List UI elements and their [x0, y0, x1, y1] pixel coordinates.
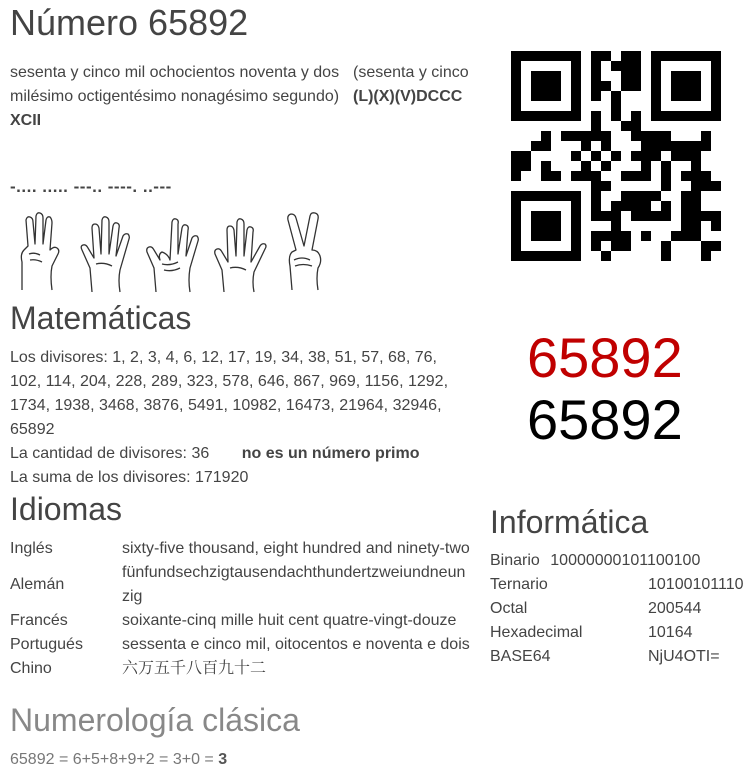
qr-module [611, 201, 621, 211]
language-name: Francés [10, 612, 68, 629]
language-name: Chino [10, 660, 52, 677]
qr-module [511, 71, 521, 81]
qr-module [651, 101, 661, 111]
language-text: soixante-cinq mille huit cent quatre-vingt-douze [122, 612, 457, 629]
roman-block [353, 61, 483, 109]
qr-module [511, 111, 521, 121]
qr-module [531, 141, 541, 151]
page-title: Número 65892 [10, 2, 249, 43]
qr-module [631, 151, 641, 161]
qr-module [571, 71, 581, 81]
qr-module [691, 231, 701, 241]
qr-module [571, 131, 581, 141]
qr-module [541, 171, 551, 181]
qr-module [591, 131, 601, 141]
morse-code: -.... ..... ---.. ----. ..--- [10, 177, 172, 196]
qr-module [631, 81, 641, 91]
qr-module [691, 71, 701, 81]
qr-module [541, 71, 551, 81]
qr-module [661, 201, 671, 211]
qr-module [551, 91, 561, 101]
qr-module [631, 131, 641, 141]
qr-module [681, 81, 691, 91]
qr-module [511, 211, 521, 221]
qr-module [671, 111, 681, 121]
base-value: 10164 [648, 624, 693, 641]
qr-module [571, 171, 581, 181]
qr-module [571, 201, 581, 211]
roman-line2: XCII [10, 112, 42, 129]
qr-module [701, 181, 711, 191]
math-heading: Matemáticas [10, 300, 192, 336]
qr-module [591, 181, 601, 191]
qr-module [711, 101, 721, 111]
qr-module [521, 151, 531, 161]
qr-module [541, 51, 551, 61]
qr-module [601, 81, 611, 91]
qr-module [621, 81, 631, 91]
qr-module [611, 101, 621, 111]
qr-module [511, 201, 521, 211]
qr-module [711, 241, 721, 251]
qr-module [711, 91, 721, 101]
qr-module [691, 141, 701, 151]
qr-module [701, 131, 711, 141]
qr-module [571, 111, 581, 121]
qr-module [521, 191, 531, 201]
qr-module [671, 71, 681, 81]
base-row [490, 645, 744, 669]
qr-module [651, 61, 661, 71]
qr-module [641, 171, 651, 181]
qr-module [661, 251, 671, 261]
languages-table [10, 537, 482, 681]
qr-module [691, 171, 701, 181]
qr-module [551, 221, 561, 231]
qr-module [701, 141, 711, 151]
hand-eight-icon [144, 214, 202, 294]
qr-module [591, 81, 601, 91]
qr-module [691, 111, 701, 121]
qr-code [511, 51, 721, 261]
qr-module [521, 111, 531, 121]
qr-module [661, 51, 671, 61]
spelling-words [10, 61, 355, 133]
base-row [490, 597, 744, 621]
qr-module [561, 251, 571, 261]
qr-module [681, 191, 691, 201]
divisors-line: 102, 114, 204, 228, 289, 323, 578, 646, 867, 969, 1156, 1292, [10, 373, 449, 390]
qr-module [571, 151, 581, 161]
qr-module [691, 91, 701, 101]
qr-module [661, 211, 671, 221]
qr-module [621, 61, 631, 71]
base-label: BASE64 [490, 648, 551, 665]
language-text: 六万五千八百九十二 [122, 660, 267, 677]
qr-module [711, 181, 721, 191]
qr-module [571, 51, 581, 61]
qr-module [601, 131, 611, 141]
qr-module [701, 241, 711, 251]
qr-module [671, 141, 681, 151]
qr-module [571, 221, 581, 231]
qr-module [631, 211, 641, 221]
qr-module [611, 221, 621, 231]
qr-module [511, 101, 521, 111]
binary-value: 10000000101100100 [550, 552, 701, 569]
prime-status: no es un número primo [241, 445, 420, 462]
qr-module [571, 91, 581, 101]
qr-module [621, 51, 631, 61]
language-name: Inglés [10, 540, 53, 557]
qr-module [681, 171, 691, 181]
divisors-line: Los divisores: 1, 2, 3, 4, 6, 12, 17, 19, 34, 38, 51, 57, 68, 76, [10, 349, 437, 366]
qr-module [531, 251, 541, 261]
qr-module [671, 81, 681, 91]
qr-module [641, 211, 651, 221]
qr-module [691, 201, 701, 211]
qr-module [541, 211, 551, 221]
qr-module [651, 211, 661, 221]
qr-module [611, 61, 621, 71]
qr-module [591, 241, 601, 251]
qr-module [551, 191, 561, 201]
qr-module [701, 111, 711, 121]
base-value: 200544 [648, 600, 702, 617]
divisor-sum: La suma de los divisores: 171920 [10, 469, 249, 486]
qr-module [651, 51, 661, 61]
numerology-result: 3 [218, 751, 228, 768]
qr-module [711, 211, 721, 221]
qr-module [711, 71, 721, 81]
qr-module [601, 141, 611, 151]
qr-module [611, 91, 621, 101]
base-value: 10100101110 [648, 576, 744, 593]
qr-module [681, 91, 691, 101]
spelling-ordinal: milésimo octigentésimo nonagésimo segundo) [10, 88, 340, 105]
qr-module [561, 51, 571, 61]
qr-module [541, 111, 551, 121]
qr-module [611, 111, 621, 121]
qr-module [591, 231, 601, 241]
qr-module [591, 121, 601, 131]
qr-module [631, 121, 641, 131]
qr-module [681, 221, 691, 231]
qr-module [561, 131, 571, 141]
hand-two-icon [282, 210, 328, 292]
qr-module [541, 141, 551, 151]
qr-module [571, 241, 581, 251]
qr-module [631, 61, 641, 71]
qr-module [621, 191, 631, 201]
qr-module [541, 191, 551, 201]
qr-module [611, 241, 621, 251]
qr-module [711, 61, 721, 71]
qr-module [631, 191, 641, 201]
qr-module [711, 111, 721, 121]
qr-module [651, 71, 661, 81]
language-row [10, 633, 482, 657]
qr-module [621, 231, 631, 241]
qr-module [581, 171, 591, 181]
qr-module [681, 151, 691, 161]
language-name: Portugués [10, 636, 83, 653]
qr-module [691, 51, 701, 61]
qr-module [521, 51, 531, 61]
qr-module [591, 111, 601, 121]
divisor-count-row [10, 442, 490, 466]
qr-module [591, 191, 601, 201]
qr-module [531, 211, 541, 221]
divisors-list [10, 346, 490, 490]
language-row [10, 561, 482, 609]
qr-module [631, 111, 641, 121]
qr-module [521, 251, 531, 261]
qr-module [621, 171, 631, 181]
divisors-line: 65892 [10, 421, 55, 438]
qr-module [561, 191, 571, 201]
qr-module [511, 151, 521, 161]
base-label: Ternario [490, 576, 548, 593]
languages-heading: Idiomas [10, 491, 123, 527]
qr-module [671, 51, 681, 61]
qr-module [611, 211, 621, 221]
qr-module [601, 181, 611, 191]
qr-module [571, 211, 581, 221]
qr-module [511, 221, 521, 231]
qr-module [571, 61, 581, 71]
language-name: Alemán [10, 576, 65, 593]
hand-six-icon [14, 210, 64, 292]
qr-module [671, 91, 681, 101]
qr-module [591, 61, 601, 71]
qr-module [561, 111, 571, 121]
qr-module [541, 221, 551, 231]
hand-nine-icon [210, 216, 268, 294]
qr-module [601, 231, 611, 241]
qr-module [511, 161, 521, 171]
qr-module [511, 191, 521, 201]
qr-module [511, 231, 521, 241]
qr-module [701, 251, 711, 261]
qr-module [571, 191, 581, 201]
qr-module [651, 131, 661, 141]
qr-module [631, 51, 641, 61]
qr-module [681, 51, 691, 61]
qr-module [551, 231, 561, 241]
qr-module [681, 71, 691, 81]
qr-module [641, 131, 651, 141]
qr-module [531, 81, 541, 91]
qr-module [681, 111, 691, 121]
qr-module [661, 161, 671, 171]
qr-module [631, 171, 641, 181]
qr-module [551, 71, 561, 81]
qr-module [641, 191, 651, 201]
qr-module [641, 231, 651, 241]
qr-module [641, 141, 651, 151]
language-row [10, 657, 482, 681]
qr-module [631, 71, 641, 81]
qr-module [651, 81, 661, 91]
qr-module [541, 131, 551, 141]
qr-module [551, 251, 561, 261]
qr-module [631, 201, 641, 211]
language-text-line2: zig [122, 588, 143, 605]
qr-module [511, 251, 521, 261]
qr-module [621, 201, 631, 211]
qr-module [591, 151, 601, 161]
base-value: NjU4OTI= [648, 648, 720, 665]
qr-module [601, 211, 611, 221]
qr-module [681, 211, 691, 221]
qr-module [551, 171, 561, 181]
qr-module [581, 161, 591, 171]
qr-module [591, 201, 601, 211]
qr-module [511, 51, 521, 61]
informatics-table [490, 549, 750, 669]
language-text: sixty-five thousand, eight hundred and ninety-two [122, 540, 470, 557]
qr-module [541, 81, 551, 91]
qr-module [711, 51, 721, 61]
qr-module [611, 231, 621, 241]
qr-module [651, 91, 661, 101]
hand-five-icon [78, 214, 138, 294]
qr-module [601, 51, 611, 61]
qr-module [701, 211, 711, 221]
qr-module [661, 171, 671, 181]
qr-module [591, 51, 601, 61]
qr-module [691, 181, 701, 191]
qr-module [641, 201, 651, 211]
qr-module [681, 201, 691, 211]
numerology-formula-row [10, 748, 227, 772]
qr-module [621, 121, 631, 131]
qr-module [591, 211, 601, 221]
qr-module [551, 51, 561, 61]
qr-module [531, 111, 541, 121]
qr-module [651, 151, 661, 161]
qr-module [541, 161, 551, 171]
qr-module [651, 111, 661, 121]
qr-module [531, 51, 541, 61]
qr-module [581, 141, 591, 151]
qr-module [701, 171, 711, 181]
qr-module [521, 161, 531, 171]
numerology-heading: Numerología clásica [10, 702, 300, 738]
qr-module [651, 141, 661, 151]
language-text-line1: fünfundsechzigtausendachthundertzweiundneun [122, 564, 466, 581]
qr-module [591, 91, 601, 101]
divisors-line: 1734, 1938, 3468, 3876, 5491, 10982, 16473, 21964, 32946, [10, 397, 442, 414]
qr-module [531, 71, 541, 81]
qr-module [511, 91, 521, 101]
qr-module [571, 81, 581, 91]
qr-module [531, 221, 541, 231]
qr-module [641, 151, 651, 161]
qr-module [701, 51, 711, 61]
qr-module [711, 221, 721, 231]
language-row [10, 537, 482, 561]
qr-module [541, 91, 551, 101]
qr-module [551, 111, 561, 121]
base-label: Hexadecimal [490, 624, 583, 641]
qr-module [661, 131, 671, 141]
qr-module [541, 231, 551, 241]
qr-module [691, 161, 701, 171]
qr-module [691, 211, 701, 221]
base-row [490, 621, 744, 645]
hand-signs [14, 210, 334, 294]
qr-module [571, 101, 581, 111]
qr-module [591, 171, 601, 181]
qr-module [611, 151, 621, 161]
base-label: Octal [490, 600, 528, 617]
qr-module [531, 191, 541, 201]
number-display-black: 65892 [527, 388, 683, 451]
qr-module [601, 251, 611, 261]
qr-module [581, 131, 591, 141]
informatics-heading: Informática [490, 504, 649, 540]
qr-module [511, 81, 521, 91]
qr-module [711, 81, 721, 91]
language-row [10, 609, 482, 633]
qr-module [681, 141, 691, 151]
qr-module [641, 161, 651, 171]
qr-module [661, 181, 671, 191]
language-text: sessenta e cinco mil, oitocentos e noventa e dois [122, 636, 470, 653]
roman-prefix: (sesenta y cinco [353, 64, 469, 81]
qr-module [531, 91, 541, 101]
qr-module [571, 251, 581, 261]
qr-module [671, 231, 681, 241]
numerology-formula: 65892 = 6+5+8+9+2 = 3+0 = [10, 751, 219, 768]
qr-module [621, 71, 631, 81]
qr-module [691, 151, 701, 161]
qr-module [511, 171, 521, 181]
qr-module [691, 191, 701, 201]
qr-module [671, 151, 681, 161]
qr-module [511, 61, 521, 71]
spelling-cardinal: sesenta y cinco mil ochocientos noventa y dos [10, 64, 340, 81]
qr-module [541, 251, 551, 261]
qr-module [511, 241, 521, 251]
qr-module [691, 81, 701, 91]
number-display-red: 65892 [527, 326, 683, 389]
roman-numeral: (L)(X)(V)DCCC [353, 88, 463, 105]
binary-label: Binario [490, 552, 540, 569]
qr-module [681, 231, 691, 241]
qr-module [571, 231, 581, 241]
base-row [490, 573, 744, 597]
qr-module [551, 81, 561, 91]
qr-module [621, 241, 631, 251]
qr-module [651, 191, 661, 201]
qr-module [661, 111, 671, 121]
qr-module [601, 161, 611, 171]
language-text [122, 561, 482, 609]
qr-module [691, 221, 701, 231]
qr-module [531, 231, 541, 241]
qr-module [591, 71, 601, 81]
divisor-count: La cantidad de divisores: 36 [10, 445, 210, 462]
binary-row [490, 549, 750, 573]
qr-module [661, 141, 671, 151]
qr-module [661, 241, 671, 251]
qr-module [551, 211, 561, 221]
